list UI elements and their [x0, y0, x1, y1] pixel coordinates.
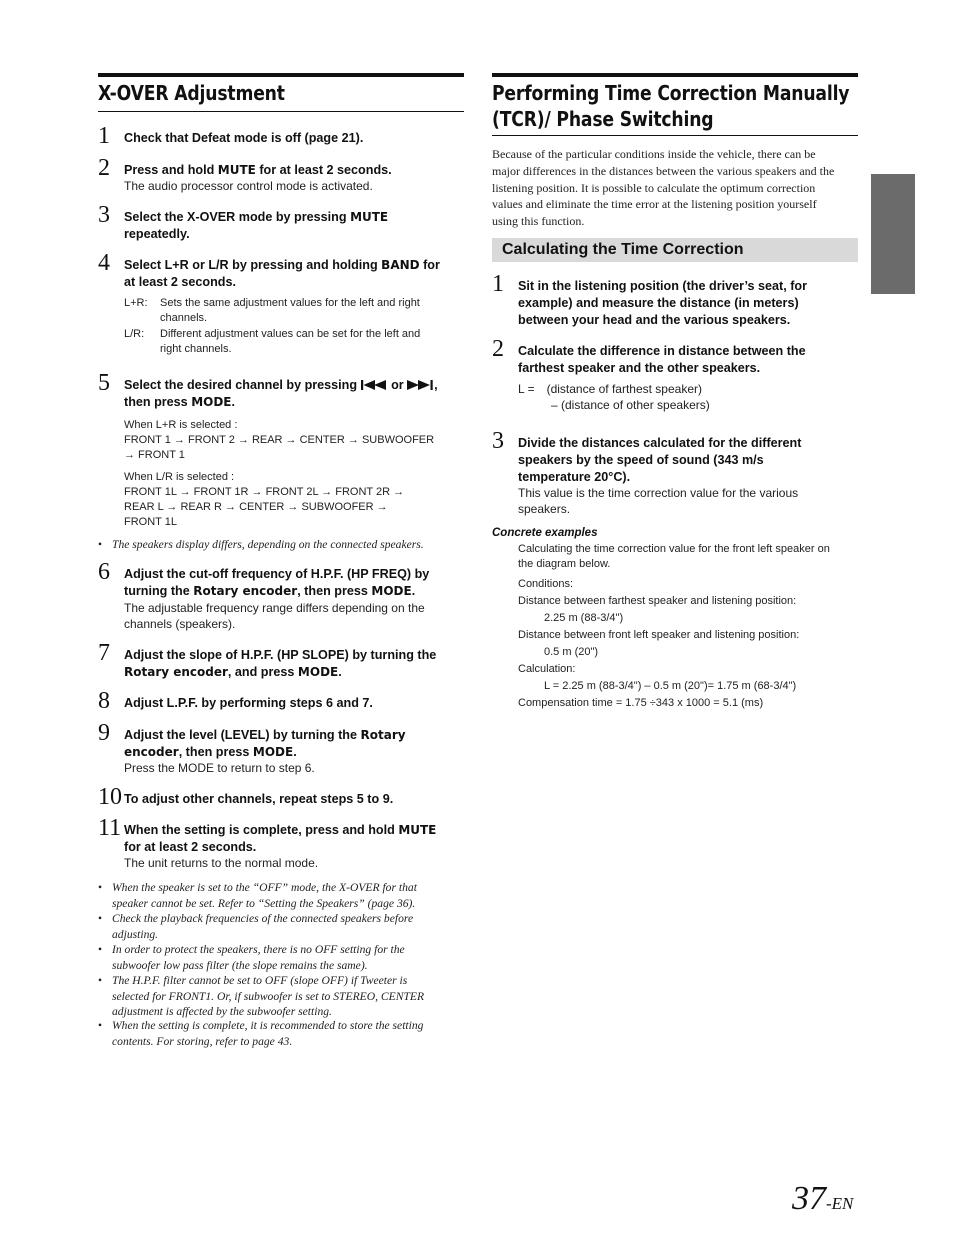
step-number: 7	[98, 640, 110, 666]
keyword: MUTE	[217, 163, 256, 177]
step-number: 9	[98, 720, 110, 746]
step-text: To adjust other channels, repeat steps 5 to 9.	[124, 792, 394, 806]
step-text: Calculate the difference in distance between the farthest speaker and the other speakers.	[518, 344, 806, 375]
page-number: 37-EN	[792, 1180, 854, 1217]
step-number: 10	[98, 784, 122, 810]
conditions-label: Conditions:	[518, 578, 574, 590]
calculation-value: L = 2.25 m (88-3/4") – 0.5 m (20")= 1.75 m (68-3/4")	[544, 680, 797, 692]
keyword: MUTE	[398, 823, 437, 837]
step-number: 4	[98, 250, 110, 276]
keyword: BAND	[381, 258, 420, 272]
step-text: Sit in the listening position (the driver’s seat, for example) and measure the distance (in meters) between your head and the various speakers.	[518, 279, 807, 327]
skip-back-icon	[361, 380, 388, 390]
step-text: Select L+R or L/R by pressing and holding BAND for at least 2 seconds.	[124, 258, 440, 289]
keyword: MODE	[252, 745, 294, 759]
lr-sequence: When L+R is selected : FRONT 1 → FRONT 2 → REAR → CENTER → SUBWOOFER → FRONT 1	[124, 419, 435, 461]
examples-title: Concrete examples	[492, 527, 598, 539]
condition-1-value: 2.25 m (88-3/4")	[544, 612, 624, 624]
step-number: 11	[98, 815, 122, 841]
condition-1: Distance between farthest speaker and listening position:	[518, 595, 797, 607]
step-desc: The adjustable frequency range differs depending on the channels (speakers).	[124, 601, 425, 631]
examples-body: Calculating the time correction value for the front left speaker on the diagram below.	[518, 543, 830, 570]
calculation-label: Calculation:	[518, 663, 576, 675]
keyword: Rotary	[360, 728, 406, 742]
step-text: Check that Defeat mode is off (page 21).	[124, 131, 364, 145]
step-text: Adjust L.P.F. by performing steps 6 and 7.	[124, 696, 373, 710]
step-desc: The unit returns to the normal mode.	[124, 856, 319, 870]
step-number: 3	[98, 202, 110, 228]
step-text: Select the desired channel by pressing or , then press MODE.	[124, 378, 438, 409]
section-heading-xover	[98, 73, 464, 112]
keyword: MODE	[371, 584, 412, 598]
skip-forward-icon	[407, 380, 434, 390]
step-text: When the setting is complete, press and hold MUTE for at least 2 seconds.	[124, 823, 437, 854]
step-text: Press and hold MUTE for at least 2 seconds.	[124, 163, 392, 177]
compensation-time: Compensation time = 1.75 ÷343 x 1000 = 5.1 (ms)	[518, 697, 764, 709]
section-heading-tcr	[492, 73, 858, 136]
step-text: Adjust the cut-off frequency of H.P.F. (HP FREQ) by turning the Rotary encoder, then press MODE.	[124, 567, 430, 598]
subheading-calculating: Calculating the Time Correction	[492, 238, 858, 262]
step-desc: The audio processor control mode is activated.	[124, 179, 373, 193]
step-number: 3	[492, 428, 504, 454]
section-title: X-OVER Adjustment	[98, 81, 285, 105]
intro-paragraph: Because of the particular conditions inside the vehicle, there can be major differences in the distances between the various speakers and the listening position. It is possible to calculate the optimum correction values and eliminate the time error at the listening position yourself using this function.	[492, 147, 835, 229]
step-number: 5	[98, 370, 110, 396]
keyword: Rotary encoder	[193, 584, 298, 598]
condition-2: Distance between front left speaker and listening position:	[518, 629, 800, 641]
keyword: MODE	[191, 395, 232, 409]
step-number: 6	[98, 559, 110, 585]
step-desc: Press the MODE to return to step 6.	[124, 761, 315, 775]
step-text: Adjust the level (LEVEL) by turning the Rotary encoder, then press MODE.	[124, 728, 406, 759]
step-text: Divide the distances calculated for the different speakers by the speed of sound (343 m/s temperature 20°C).	[518, 436, 802, 484]
keyword: encoder	[124, 745, 179, 759]
step-number: 2	[492, 336, 504, 362]
l-r-sequence: When L/R is selected : FRONT 1L → FRONT 1R → FRONT 2L → FRONT 2R → REAR L → REAR R → CENTER → SUBWOOFER → FRONT 1L	[124, 471, 405, 528]
keyword: Rotary encoder	[124, 665, 228, 679]
step-number: 1	[98, 123, 110, 149]
step-number: 2	[98, 155, 110, 181]
step-text: Select the X-OVER mode by pressing MUTE repeatedly.	[124, 210, 389, 241]
keyword: MUTE	[350, 210, 389, 224]
step-desc: This value is the time correction value for the various speakers.	[518, 486, 799, 516]
side-tab	[871, 174, 915, 294]
step-number: 8	[98, 688, 110, 714]
formula: L = (distance of farthest speaker) – (distance of other speakers)	[518, 382, 710, 412]
section-title: Performing Time Correction Manually (TCR)/ Phase Switching	[492, 81, 850, 131]
condition-2-value: 0.5 m (20")	[544, 646, 599, 658]
keyword: MODE	[297, 665, 339, 679]
step-text: Adjust the slope of H.P.F. (HP SLOPE) by turning the Rotary encoder, and press MODE.	[124, 648, 437, 679]
step-number: 1	[492, 271, 504, 297]
